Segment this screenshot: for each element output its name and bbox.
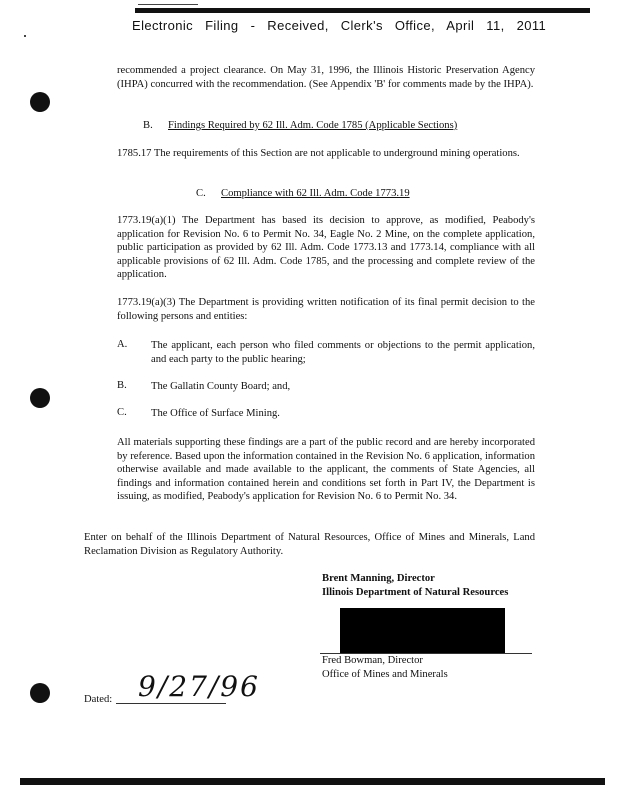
- scan-border-bottom: [20, 778, 605, 785]
- section-b-title: Findings Required by 62 Ill. Adm. Code 1785 (Applicable Sections): [168, 120, 458, 131]
- paragraph-1785-17: 1785.17 The requirements of this Section are not applicable to underground mining operations.: [117, 148, 520, 159]
- redacted-signature-block: [340, 608, 505, 653]
- paragraph-ihpa-clearance: recommended a project clearance. On May 31, 1996, the Illinois Historic Preservation Agency (IHPA) concurred with the recommendation. (See Appendix 'B' for comments made by the IHPA).: [117, 65, 535, 90]
- list-item-b-letter: B.: [117, 380, 127, 391]
- punch-hole-3: [30, 683, 50, 703]
- date-line: [116, 703, 226, 704]
- dated-label: Dated:: [84, 694, 113, 705]
- scan-speck: [24, 35, 26, 37]
- paragraph-1773-19-a3: 1773.19(a)(3) The Department is providing written notification of its final permit decision to the following persons and entities:: [117, 297, 535, 322]
- signatory-org-2: Office of Mines and Minerals: [322, 669, 448, 680]
- list-item-a-letter: A.: [117, 339, 128, 350]
- list-item-c-text: The Office of Surface Mining.: [151, 408, 280, 419]
- signatory-name-1: Brent Manning, Director: [322, 573, 435, 584]
- punch-hole-1: [30, 92, 50, 112]
- handwritten-date: 9/27/96: [138, 670, 260, 703]
- list-item-c-letter: C.: [117, 407, 127, 418]
- list-item-b-text: The Gallatin County Board; and,: [151, 381, 291, 392]
- punch-hole-2: [30, 388, 50, 408]
- paragraph-enter-on-behalf: Enter on behalf of the Illinois Department of Natural Resources, Office of Mines and Minerals, Land Reclamation Division as Regulatory Authority.: [84, 532, 535, 557]
- paragraph-materials-supporting: All materials supporting these findings are a part of the public record and are hereby incorporated by reference. Based upon the information contained in the Revision No. 6 application, information otherwise available and made available to the applicant, the comments of State Agencies, all findings and information contained herein and conditions set forth in Part IV, the Department is issuing, as modified, Peabody's application for Revision No. 6 to Permit No. 34.: [117, 437, 535, 502]
- scan-mark-top: [138, 4, 198, 5]
- section-c-letter: C.: [196, 188, 206, 199]
- signatory-org-1: Illinois Department of Natural Resources: [322, 587, 509, 598]
- scan-border-top: [135, 8, 590, 13]
- filing-stamp-header: Electronic Filing - Received, Clerk's Office, April 11, 2011: [132, 18, 547, 33]
- section-c-title: Compliance with 62 Ill. Adm. Code 1773.19: [221, 188, 410, 199]
- paragraph-1773-19-a1: 1773.19(a)(1) The Department has based its decision to approve, as modified, Peabody's application for Revision No. 6 to Permit No. 34, Eagle No. 2 Mine, on the complete application, public participation as provided by 62 Ill. Adm. Code 1773.13 and 1773.14, compliance with all applicable provisions of 62 Ill. Adm. Code 1785, and the processing and complete review of the application.: [117, 215, 535, 280]
- list-item-a-text: The applicant, each person who filed comments or objections to the permit application, and each party to the public hearing;: [151, 340, 535, 365]
- signatory-name-2: Fred Bowman, Director: [322, 655, 423, 666]
- section-b-letter: B.: [143, 120, 153, 131]
